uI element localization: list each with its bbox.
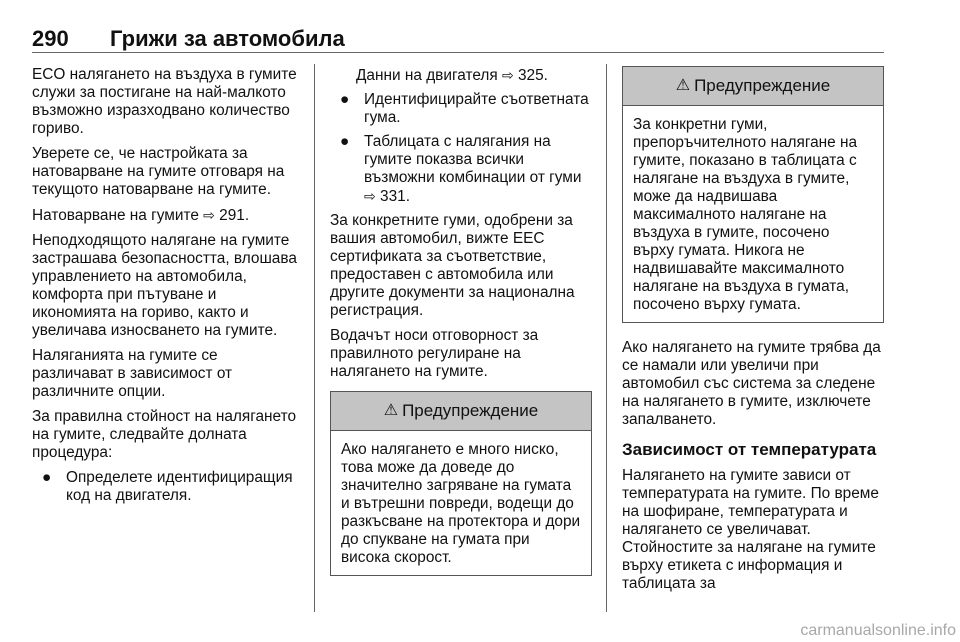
list-item-continued xyxy=(330,66,592,85)
paragraph: За конкретните гуми, одобрени за вашия автомобил, вижте EEC сертификата за съответствие, предоставен с автомобила или другите документи за национална регистрация. xyxy=(330,212,575,319)
section-heading: Зависимост от температурата xyxy=(622,440,877,459)
page-reference[interactable]: 291. xyxy=(219,207,250,224)
paragraph: Наляганията на гумите се различават в зависимост от различните опции. xyxy=(32,347,233,400)
arrow-ref-icon: ⇨ xyxy=(364,188,376,204)
arrow-ref-icon: ⇨ xyxy=(501,67,514,83)
list-item xyxy=(32,469,300,505)
arrow-ref-icon: ⇨ xyxy=(203,207,215,223)
paragraph: Ако налягането на гумите трябва да се намали или увеличи при автомобил със система за следене на налягането в гумите, изключете запалването. xyxy=(622,339,881,428)
warning-box xyxy=(622,66,884,323)
list-item-text: Определете идентифициращия код на двигателя. xyxy=(66,469,293,504)
warning-triangle-icon: ⚠ xyxy=(383,402,399,419)
warning-text: За конкретни гуми, препоръчителното налягане на гумите, показано в таблицата с налягане на въздуха в гумите, може да надвишава максималното налягане на въздуха в гумите, посочено върху гумата. Никога не надвишавайте максималното налягане на въздуха в гумата, посочено върху гумата. xyxy=(633,116,858,313)
column-2 xyxy=(330,66,592,576)
bullet-icon: ● xyxy=(42,469,52,486)
watermark: carmanualsonline.info xyxy=(800,622,956,639)
list-item-text: Идентифицирайте съответната гума. xyxy=(364,91,589,126)
bullet-icon: ● xyxy=(340,133,350,150)
warning-header xyxy=(331,392,591,431)
paragraph: Уверете се, че настройката за натоварване на гумите отговаря на текущото натоварване на гумите. xyxy=(32,145,285,198)
page-number: 290 xyxy=(32,26,69,51)
warning-box xyxy=(330,391,592,576)
list-item xyxy=(330,133,592,206)
paragraph: ECO налягането на въздуха в гумите служи за постигане на най-малкото възможно изразходвано количество гориво. xyxy=(32,66,297,137)
page-header xyxy=(32,26,884,53)
column-1 xyxy=(32,66,300,511)
warning-title: Предупреждение xyxy=(402,401,539,420)
page-reference[interactable]: 325. xyxy=(517,67,548,84)
paragraph: Неподходящото налягане на гумите застрашава безопасността, влошава управлението на автомобила, комфорта при пътуване и икономията на гориво, както и увеличава износването на гумите. xyxy=(32,232,297,339)
paragraph: За правилна стойност на налягането на гумите, следвайте долната процедура: xyxy=(32,408,297,461)
column-3 xyxy=(622,66,884,600)
list-item-text: Таблицата с налягания на гумите показва всички възможни комбинации от гуми xyxy=(364,133,582,186)
warning-title: Предупреждение xyxy=(694,76,831,95)
paragraph xyxy=(32,206,300,225)
list-item xyxy=(330,91,592,127)
paragraph-text: Натоварване на гумите xyxy=(32,207,204,224)
page-reference[interactable]: 331. xyxy=(380,188,410,205)
page-title: Грижи за автомобила xyxy=(110,26,345,51)
paragraph: Водачът носи отговорност за правилното регулиране на налягането на гумите. xyxy=(330,327,539,380)
column-divider xyxy=(314,64,315,612)
warning-triangle-icon: ⚠ xyxy=(675,77,691,94)
warning-header xyxy=(623,67,883,106)
column-divider xyxy=(606,64,607,612)
bullet-icon: ● xyxy=(340,91,350,108)
paragraph-text: Данни на двигателя xyxy=(356,67,502,84)
warning-text: Ако налягането е много ниско, това може да доведе до значително загряване на гумата и вътрешни повреди, водещи до разкъсване на протектора и дори до спукване на гумата при висока скорост. xyxy=(341,441,581,566)
paragraph: Налягането на гумите зависи от температурата на гумите. По време на шофиране, температурата и налягането се увеличават. Стойностите за налягане на гумите върху етикета с информация и таблицата за xyxy=(622,467,879,592)
